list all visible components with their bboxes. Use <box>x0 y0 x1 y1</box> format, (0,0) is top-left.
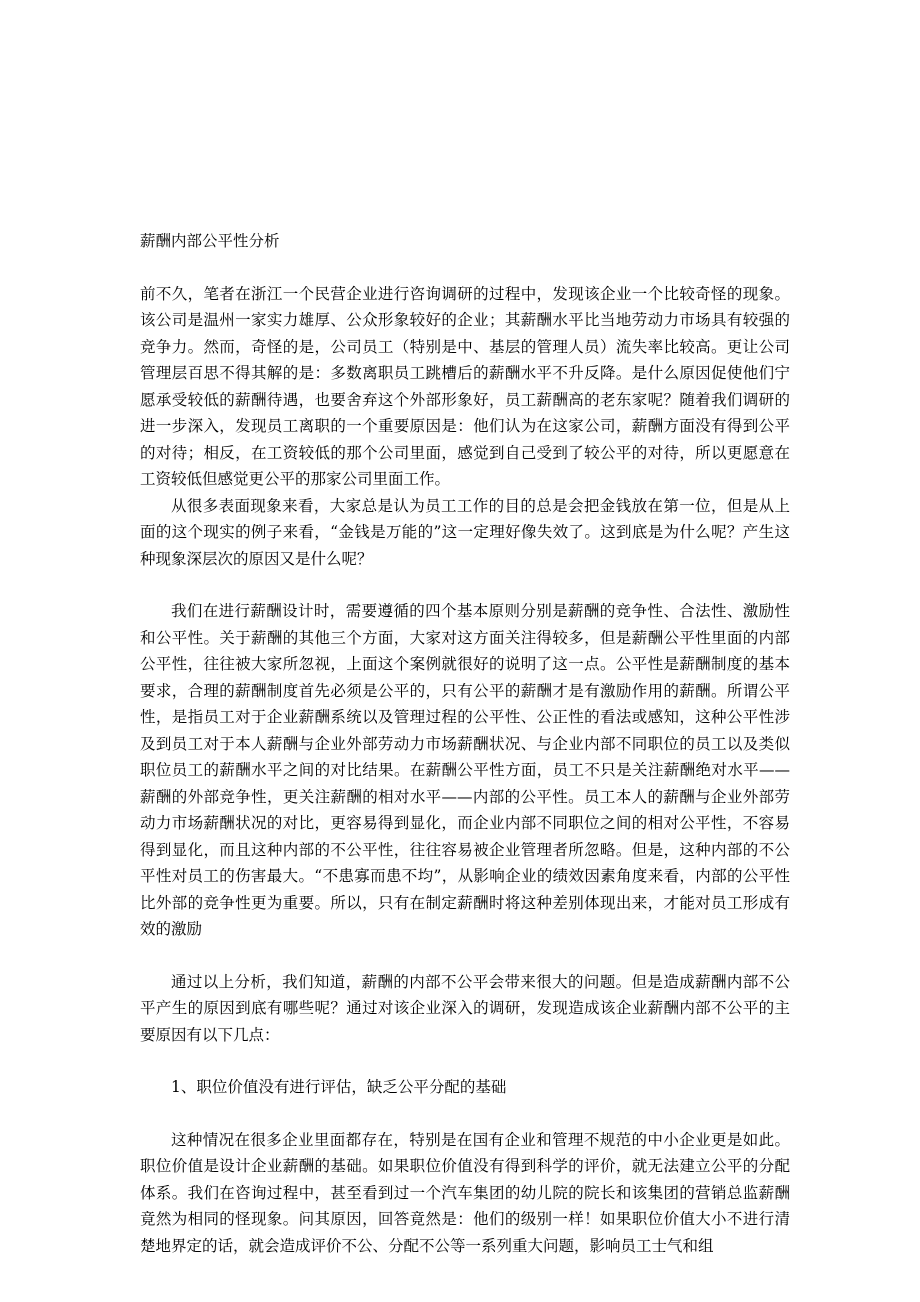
paragraph-principles: 我们在进行薪酬设计时，需要遵循的四个基本原则分别是薪酬的竞争性、合法性、激励性和公平性。关于薪酬的其他三个方面，大家对这方面关注得较多，但是薪酬公平性里面的内部公平性，往往被大家所忽视，上面这个案例就很好的说明了这一点。公平性是薪酬制度的基本要求，合理的薪酬制度首先必须是公平的，只有公平的薪酬才是有激励作用的薪酬。所谓公平性，是指员工对于企业薪酬系统以及管理过程的公平性、公正性的看法或感知，这种公平性涉及到员工对于本人薪酬与企业外部劳动力市场薪酬状况、与企业内部不同职位的员工以及类似职位员工的薪酬水平之间的对比结果。在薪酬公平性方面，员工不只是关注薪酬绝对水平——薪酬的外部竞争性，更关注薪酬的相对水平——内部的公平性。员工本人的薪酬与企业外部劳动力市场薪酬状况的对比，更容易得到显化，而企业内部不同职位之间的相对公平性，不容易得到显化，而且这种内部的不公平性，往往容易被企业管理者所忽略。但是，这种内部的不公平性对员工的伤害最大。“不患寡而患不均”，从影响企业的绩效因素角度来看，内部的公平性比外部的竞争性更为重要。所以，只有在制定薪酬时将这种差别体现出来，才能对员工形成有效的激励 <box>140 602 790 938</box>
paragraph-section-1: 这种情况在很多企业里面都存在，特别是在国有企业和管理不规范的中小企业更是如此。职位价值是设计企业薪酬的基础。如果职位价值没有得到科学的评价，就无法建立公平的分配体系。我们在咨询过程中，甚至看到过一个汽车集团的幼儿院的院长和该集团的营销总监薪酬竟然为相同的怪现象。问其原因，回答竟然是：他们的级别一样！如果职位价值大小不进行清楚地界定的话，就会造成评价不公、分配不公等一系列重大问题，影响员工士气和组 <box>140 1130 790 1255</box>
document-body <box>140 228 790 1259</box>
document-title: 薪酬内部公平性分析 <box>140 232 280 250</box>
paragraph-intro: 前不久，笔者在浙江一个民营企业进行咨询调研的过程中，发现该企业一个比较奇怪的现象。该公司是温州一家实力雄厚、公众形象较好的企业；其薪酬水平比当地劳动力市场具有较强的竞争力。然而，奇怪的是，公司员工（特别是中、基层的管理人员）流失率比较高。更让公司管理层百思不得其解的是：多数离职员工跳槽后的薪酬水平不升反降。是什么原因促使他们宁愿承受较低的薪酬待遇，也要舍弃这个外部形象好，员工薪酬高的老东家呢？随着我们调研的进一步深入，发现员工离职的一个重要原因是：他们认为在这家公司，薪酬方面没有得到公平的对待；相反，在工资较低的那个公司里面，感觉到自己受到了较公平的对待，所以更愿意在工资较低但感觉更公平的那家公司里面工作。 <box>140 284 790 488</box>
paragraph-question: 从很多表面现象来看，大家总是认为员工工作的目的总是会把金钱放在第一位，但是从上面的这个现实的例子来看，“金钱是万能的”这一定理好像失效了。这到底是为什么呢？产生这种现象深层次的原因又是什么呢？ <box>140 496 790 568</box>
section-heading-1: 1、职位价值没有进行评估，缺乏公平分配的基础 <box>171 1078 507 1096</box>
paragraph-analysis: 通过以上分析，我们知道，薪酬的内部不公平会带来很大的问题。但是造成薪酬内部不公平产生的原因到底有哪些呢？通过对该企业深入的调研，发现造成该企业薪酬内部不公平的主要原因有以下几点： <box>140 972 790 1044</box>
